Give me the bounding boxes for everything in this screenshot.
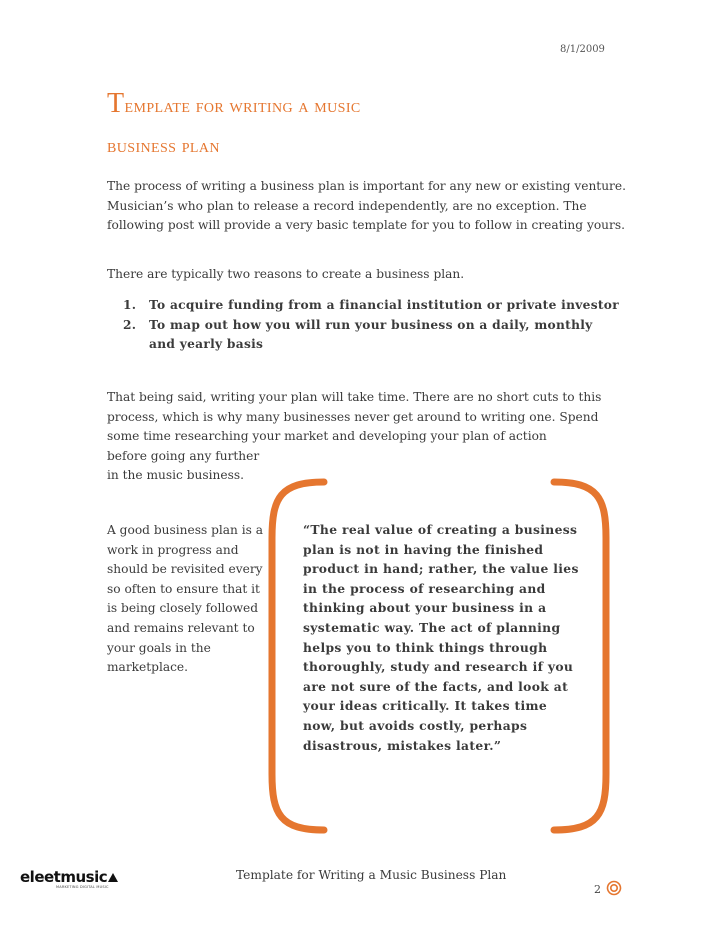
page-number: 2 — [594, 883, 601, 896]
list-item — [123, 316, 623, 355]
body-paragraph-part-2: before going any further in the music business. — [107, 448, 260, 483]
concentric-circle-icon — [606, 880, 622, 896]
logo-tagline: MARKETING DIGITAL MUSIC — [56, 885, 109, 889]
reasons-list — [123, 296, 623, 355]
reasons-intro: There are typically two reasons to create a business plan. — [107, 267, 465, 281]
list-item-text: To map out how you will run your business on a daily, monthly and yearly basis — [149, 317, 593, 352]
title-line-1: Template for writing a music — [107, 88, 361, 119]
title-line-2: business plan — [107, 135, 220, 157]
eleetmusic-logo — [20, 868, 119, 886]
intro-paragraph: The process of writing a business plan is important for any new or existing venture. Musician’s who plan to release a record independently, are no exception. The following post will provide a very basic template for you to follow in creating yours. — [107, 179, 626, 233]
header-date: 8/1/2009 — [560, 44, 605, 55]
list-item-number: 2. — [123, 317, 137, 332]
body-paragraph-part-1: That being said, writing your plan will take time. There are no short cuts to this process, which is why many businesses never get around to writing one. Spend some time researching your market and developing your plan of action — [107, 390, 602, 444]
logo-text: eleetmusic — [20, 868, 108, 886]
body-paragraph — [107, 388, 627, 486]
logo-triangle-icon — [107, 871, 119, 883]
list-item — [123, 296, 623, 316]
side-paragraph: A good business plan is a work in progress and should be revisited every so often to ensure that it is being closely followed and remains relevant to your goals in the marketplace. — [107, 523, 264, 675]
page-title — [107, 84, 607, 166]
footer-title: Template for Writing a Music Business Plan — [236, 868, 507, 882]
pull-quote: “The real value of creating a business plan is not in having the finished product in hand; rather, the value lies in the process of researching and thinking about your business in a systematic way. The act of planning helps you to think things through thoroughly, study and research if you are not sure of the facts, and look at your ideas critically. It takes time now, but avoids costly, perhaps disastrous, mistakes later.” — [303, 522, 579, 753]
list-item-text: To acquire funding from a financial institution or private investor — [149, 298, 619, 312]
list-item-number: 1. — [123, 298, 137, 312]
